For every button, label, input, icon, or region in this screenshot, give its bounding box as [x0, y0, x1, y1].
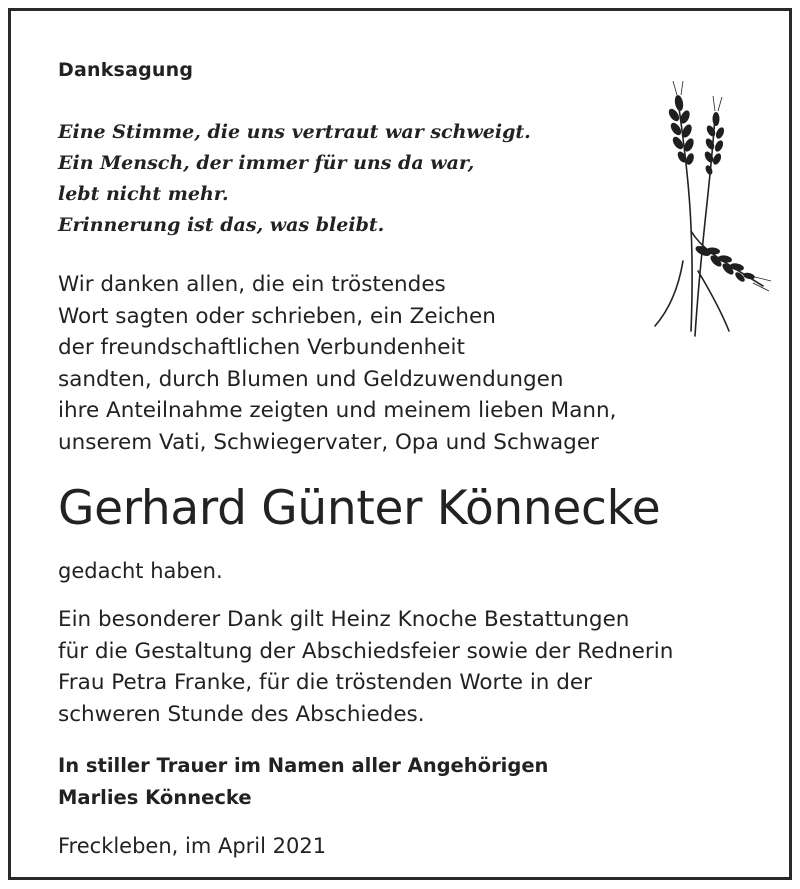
signature	[58, 750, 548, 814]
thanks-line: der freundschaftlichen Verbundenheit	[58, 335, 465, 360]
thanks-paragraph	[58, 269, 617, 458]
signature-line: In stiller Trauer im Namen aller Angehörigen	[58, 754, 549, 777]
special-thanks-line: schweren Stunde des Abschiedes.	[58, 701, 425, 727]
poem-line: Eine Stimme, die uns vertraut war schweigt.	[58, 121, 531, 143]
special-thanks-line: Ein besonderer Dank gilt Heinz Knoche Bestattungen	[58, 607, 630, 632]
special-thanks-line: für die Gestaltung der Abschiedsfeier sowie der Rednerin	[58, 638, 674, 664]
thanks-line: unserem Vati, Schwiegervater, Opa und Schwager	[58, 429, 599, 455]
signature-name: Marlies Könnecke	[58, 786, 252, 809]
after-name-text: gedacht haben.	[58, 559, 223, 583]
special-thanks-paragraph	[58, 604, 673, 730]
thanks-line: Wort sagten oder schrieben, ein Zeichen	[58, 303, 496, 329]
thanks-line: Wir danken allen, die ein tröstendes	[58, 272, 446, 297]
special-thanks-line: Frau Petra Franke, für die tröstenden Worte in der	[58, 670, 592, 695]
thanks-line: ihre Anteilnahme zeigten und meinem lieben Mann,	[58, 398, 617, 423]
poem	[58, 117, 531, 241]
place-date: Freckleben, im April 2021	[58, 834, 327, 858]
obituary-frame	[8, 8, 792, 880]
poem-line: lebt nicht mehr.	[58, 183, 229, 205]
poem-line: Erinnerung ist das, was bleibt.	[58, 214, 385, 236]
wheat-ears-icon	[643, 81, 773, 341]
thanks-line: sandten, durch Blumen und Geldzuwendungen	[58, 366, 564, 392]
deceased-name: Gerhard Günter Könnecke	[58, 481, 661, 536]
heading: Danksagung	[58, 59, 194, 81]
poem-line: Ein Mensch, der immer für uns da war,	[58, 152, 475, 174]
